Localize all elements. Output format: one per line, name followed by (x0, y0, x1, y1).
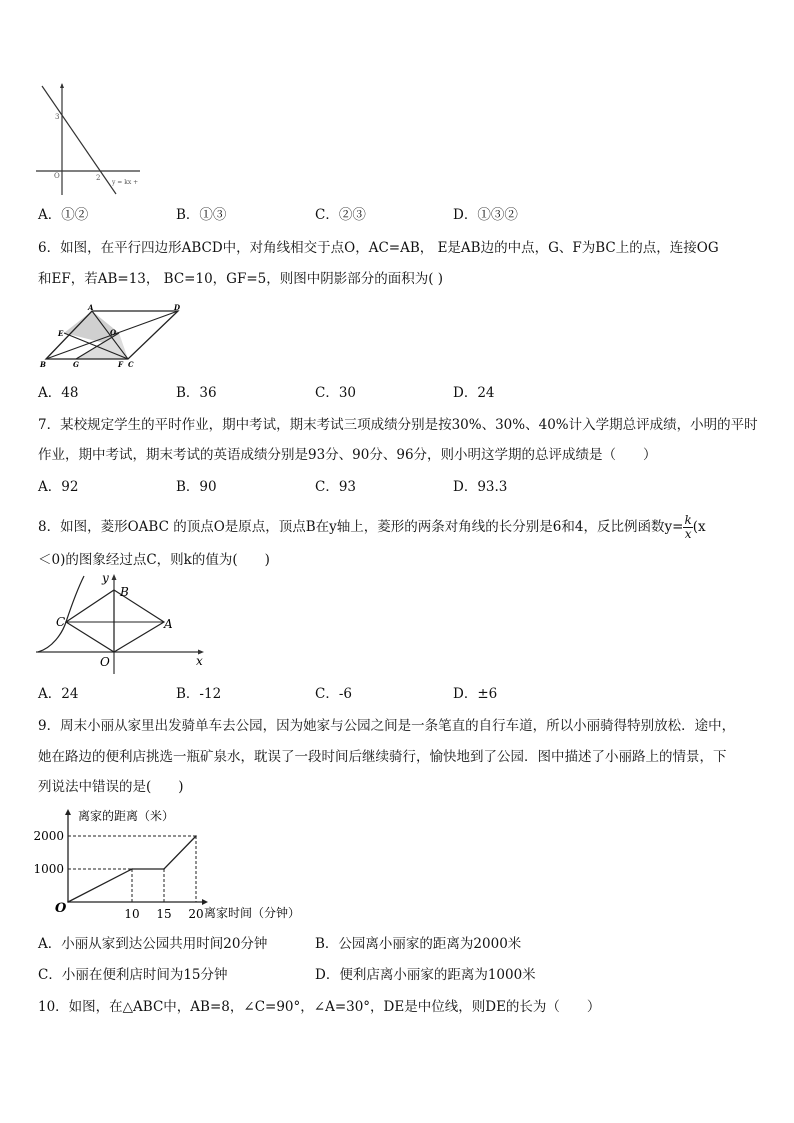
q8-option-d: D．±6 (453, 686, 498, 702)
q9-option-d: D．便利店离小丽家的距离为1000米 (315, 967, 536, 983)
q9-line-3: 列说法中错误的是( ) (38, 779, 184, 795)
q7-option-c: C．93 (315, 479, 357, 495)
q8-rhombus (66, 590, 164, 652)
q5-y-arrow (60, 83, 64, 88)
q8-line-1-text: 8．如图，菱形OABC 的顶点O是原点，顶点B在y轴上，菱形的两条对角线的长分别是6和4，反比例函数y= (38, 519, 684, 535)
q9-line-2: 她在路边的便利店挑选一瓶矿泉水，耽误了一段时间后继续骑行，愉快地到了公园．图中描述了小丽路上的情景，下 (38, 749, 727, 765)
q6-option-b: B．36 (176, 385, 217, 401)
q8-label-b: B (120, 585, 129, 599)
q8-option-b: B．-12 (176, 686, 222, 702)
q8-line-1 (38, 514, 706, 541)
q6-line-1: 6．如图，在平行四边形ABCD中，对角线相交于点O，AC=AB， E是AB边的中点，G、F为BC上的点，连接OG (38, 240, 719, 256)
q6-label-c: C (128, 360, 134, 369)
q5-line-label: y = kx + (112, 179, 139, 186)
q8-fraction-denominator: x (684, 527, 692, 541)
origin-label: O (55, 901, 67, 916)
q5-option-d: D．①③② (453, 207, 518, 223)
q9-option-b: B．公园离小丽家的距离为2000米 (315, 936, 522, 952)
q8-fraction (683, 514, 692, 541)
q8-line-2: ＜0)的图象经过点C，则k的值为( ) (38, 552, 270, 568)
q8-label-c: C (56, 615, 66, 629)
q6-label-b: B (40, 360, 46, 369)
q8-label-x: x (196, 654, 203, 668)
y-axis-label: 离家的距离（米） (78, 809, 175, 823)
y-axis-arrow (65, 809, 71, 815)
y-tick-label: 2000 (33, 829, 64, 843)
q6-option-d: D．24 (453, 385, 495, 401)
q5-option-b: B．①③ (176, 207, 227, 223)
q8-y-arrow (112, 574, 117, 580)
q8-figure (34, 570, 210, 678)
q5-x-tick: 2 (96, 174, 101, 182)
q7-line-1: 7．某校规定学生的平时作业，期中考试，期末考试三项成绩分别是按30%、30%、40%计入学期总评成绩，小明的平时 (38, 417, 758, 433)
q6-label-g: G (73, 360, 79, 369)
q5-option-c: C．②③ (315, 207, 366, 223)
q9-distance-time-chart (30, 804, 330, 926)
x-tick-label: 10 (124, 907, 140, 921)
x-tick-label: 15 (156, 907, 172, 921)
x-axis-arrow (202, 899, 208, 905)
x-tick-label: 20 (188, 907, 204, 921)
q7-option-a: A．92 (38, 479, 79, 495)
q6-option-c: C．30 (315, 385, 357, 401)
q5-graph (36, 82, 148, 196)
q8-label-a: A (164, 617, 173, 631)
q6-figure (36, 303, 184, 369)
q8-line-1-tail: (x (692, 519, 706, 535)
y-tick-label: 1000 (33, 862, 64, 876)
q9-option-a: A．小丽从家到达公园共用时间20分钟 (38, 936, 268, 952)
q8-option-a: A．24 (38, 686, 79, 702)
q5-option-a: A．①② (38, 207, 89, 223)
q6-label-a: A (88, 303, 94, 312)
q8-label-y: y (102, 571, 109, 585)
q5-y-tick: 3 (55, 113, 60, 121)
q8-label-o: O (100, 655, 110, 669)
q6-label-d: D (174, 303, 181, 312)
q6-option-a: A．48 (38, 385, 79, 401)
q9-line-1: 9．周末小丽从家里出发骑单车去公园，因为她家与公园之间是一条笔直的自行车道，所以小丽骑得特别放松．途中， (38, 718, 736, 734)
q6-label-o: O (110, 328, 117, 337)
q9-option-c: C．小丽在便利店时间为15分钟 (38, 967, 228, 983)
q6-line-2: 和EF，若AB=13， BC=10，GF=5，则图中阴影部分的面积为( ) (38, 271, 444, 287)
q8-option-c: C．-6 (315, 686, 352, 702)
q5-origin: O (54, 172, 60, 180)
q6-label-f: F (118, 360, 123, 369)
q8-fraction-numerator: k (684, 513, 692, 527)
x-axis-label: 离家时间（分钟） (204, 906, 301, 920)
data-point (67, 901, 69, 903)
q6-label-e: E (58, 329, 64, 338)
q10-line-1: 10．如图，在△ABC中，AB=8，∠C=90°，∠A=30°，DE是中位线，则DE的长为（ ） (38, 999, 601, 1015)
q7-option-b: B．90 (176, 479, 217, 495)
q7-line-2: 作业，期中考试，期末考试的英语成绩分别是93分、90分、96分，则小明这学期的总评成绩是（ ） (38, 447, 657, 463)
q7-option-d: D．93.3 (453, 479, 508, 495)
